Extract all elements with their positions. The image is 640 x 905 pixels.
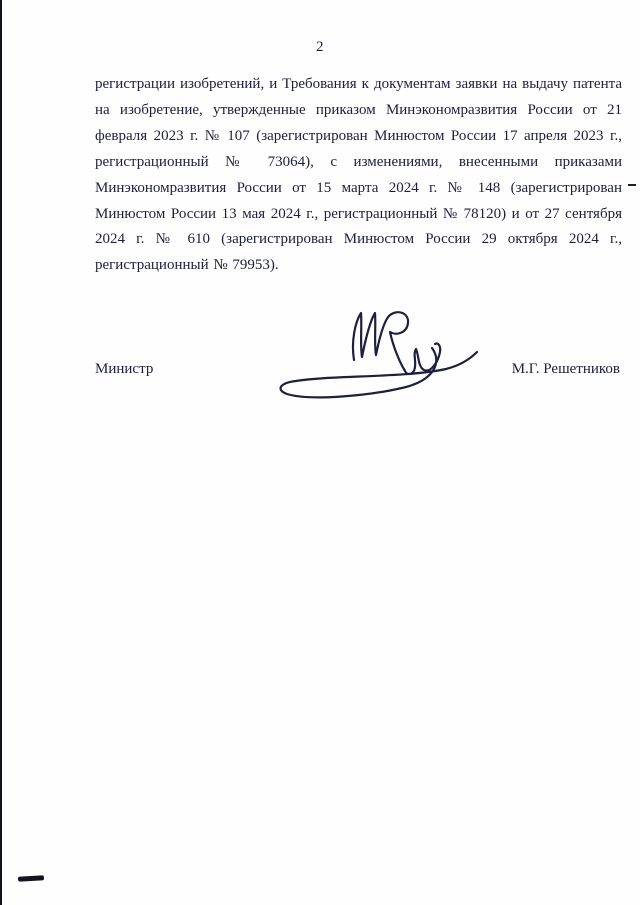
signature-icon	[272, 308, 492, 408]
scan-corner-artifact	[18, 875, 44, 881]
signatory-title: Министр	[95, 361, 154, 377]
page-number: 2	[316, 39, 324, 55]
signatory-name: М.Г. Решетников	[511, 361, 620, 377]
body-paragraph: регистрации изобретений, и Требования к документам заявки на выдачу патента на изобретение, утвержденные приказом Минэкономразвития России от 21 февраля 2023 г. № 107 (зарегистрирован Минюстом России 17 апреля 2023 г., регистрационный № 73064), с изменениями, внесенными приказами Минэкономразвития России от 15 марта 2024 г. № 148 (зарегистрирован Минюстом России 13 мая 2024 г., регистрационный № 78120) и от 27 сентября 2024 г. № 610 (зарегистрирован Минюстом России 29 октября 2024 г., регистрационный № 79953).	[95, 76, 622, 274]
scan-dash-artifact	[628, 184, 636, 186]
scan-edge-artifact	[0, 0, 2, 905]
